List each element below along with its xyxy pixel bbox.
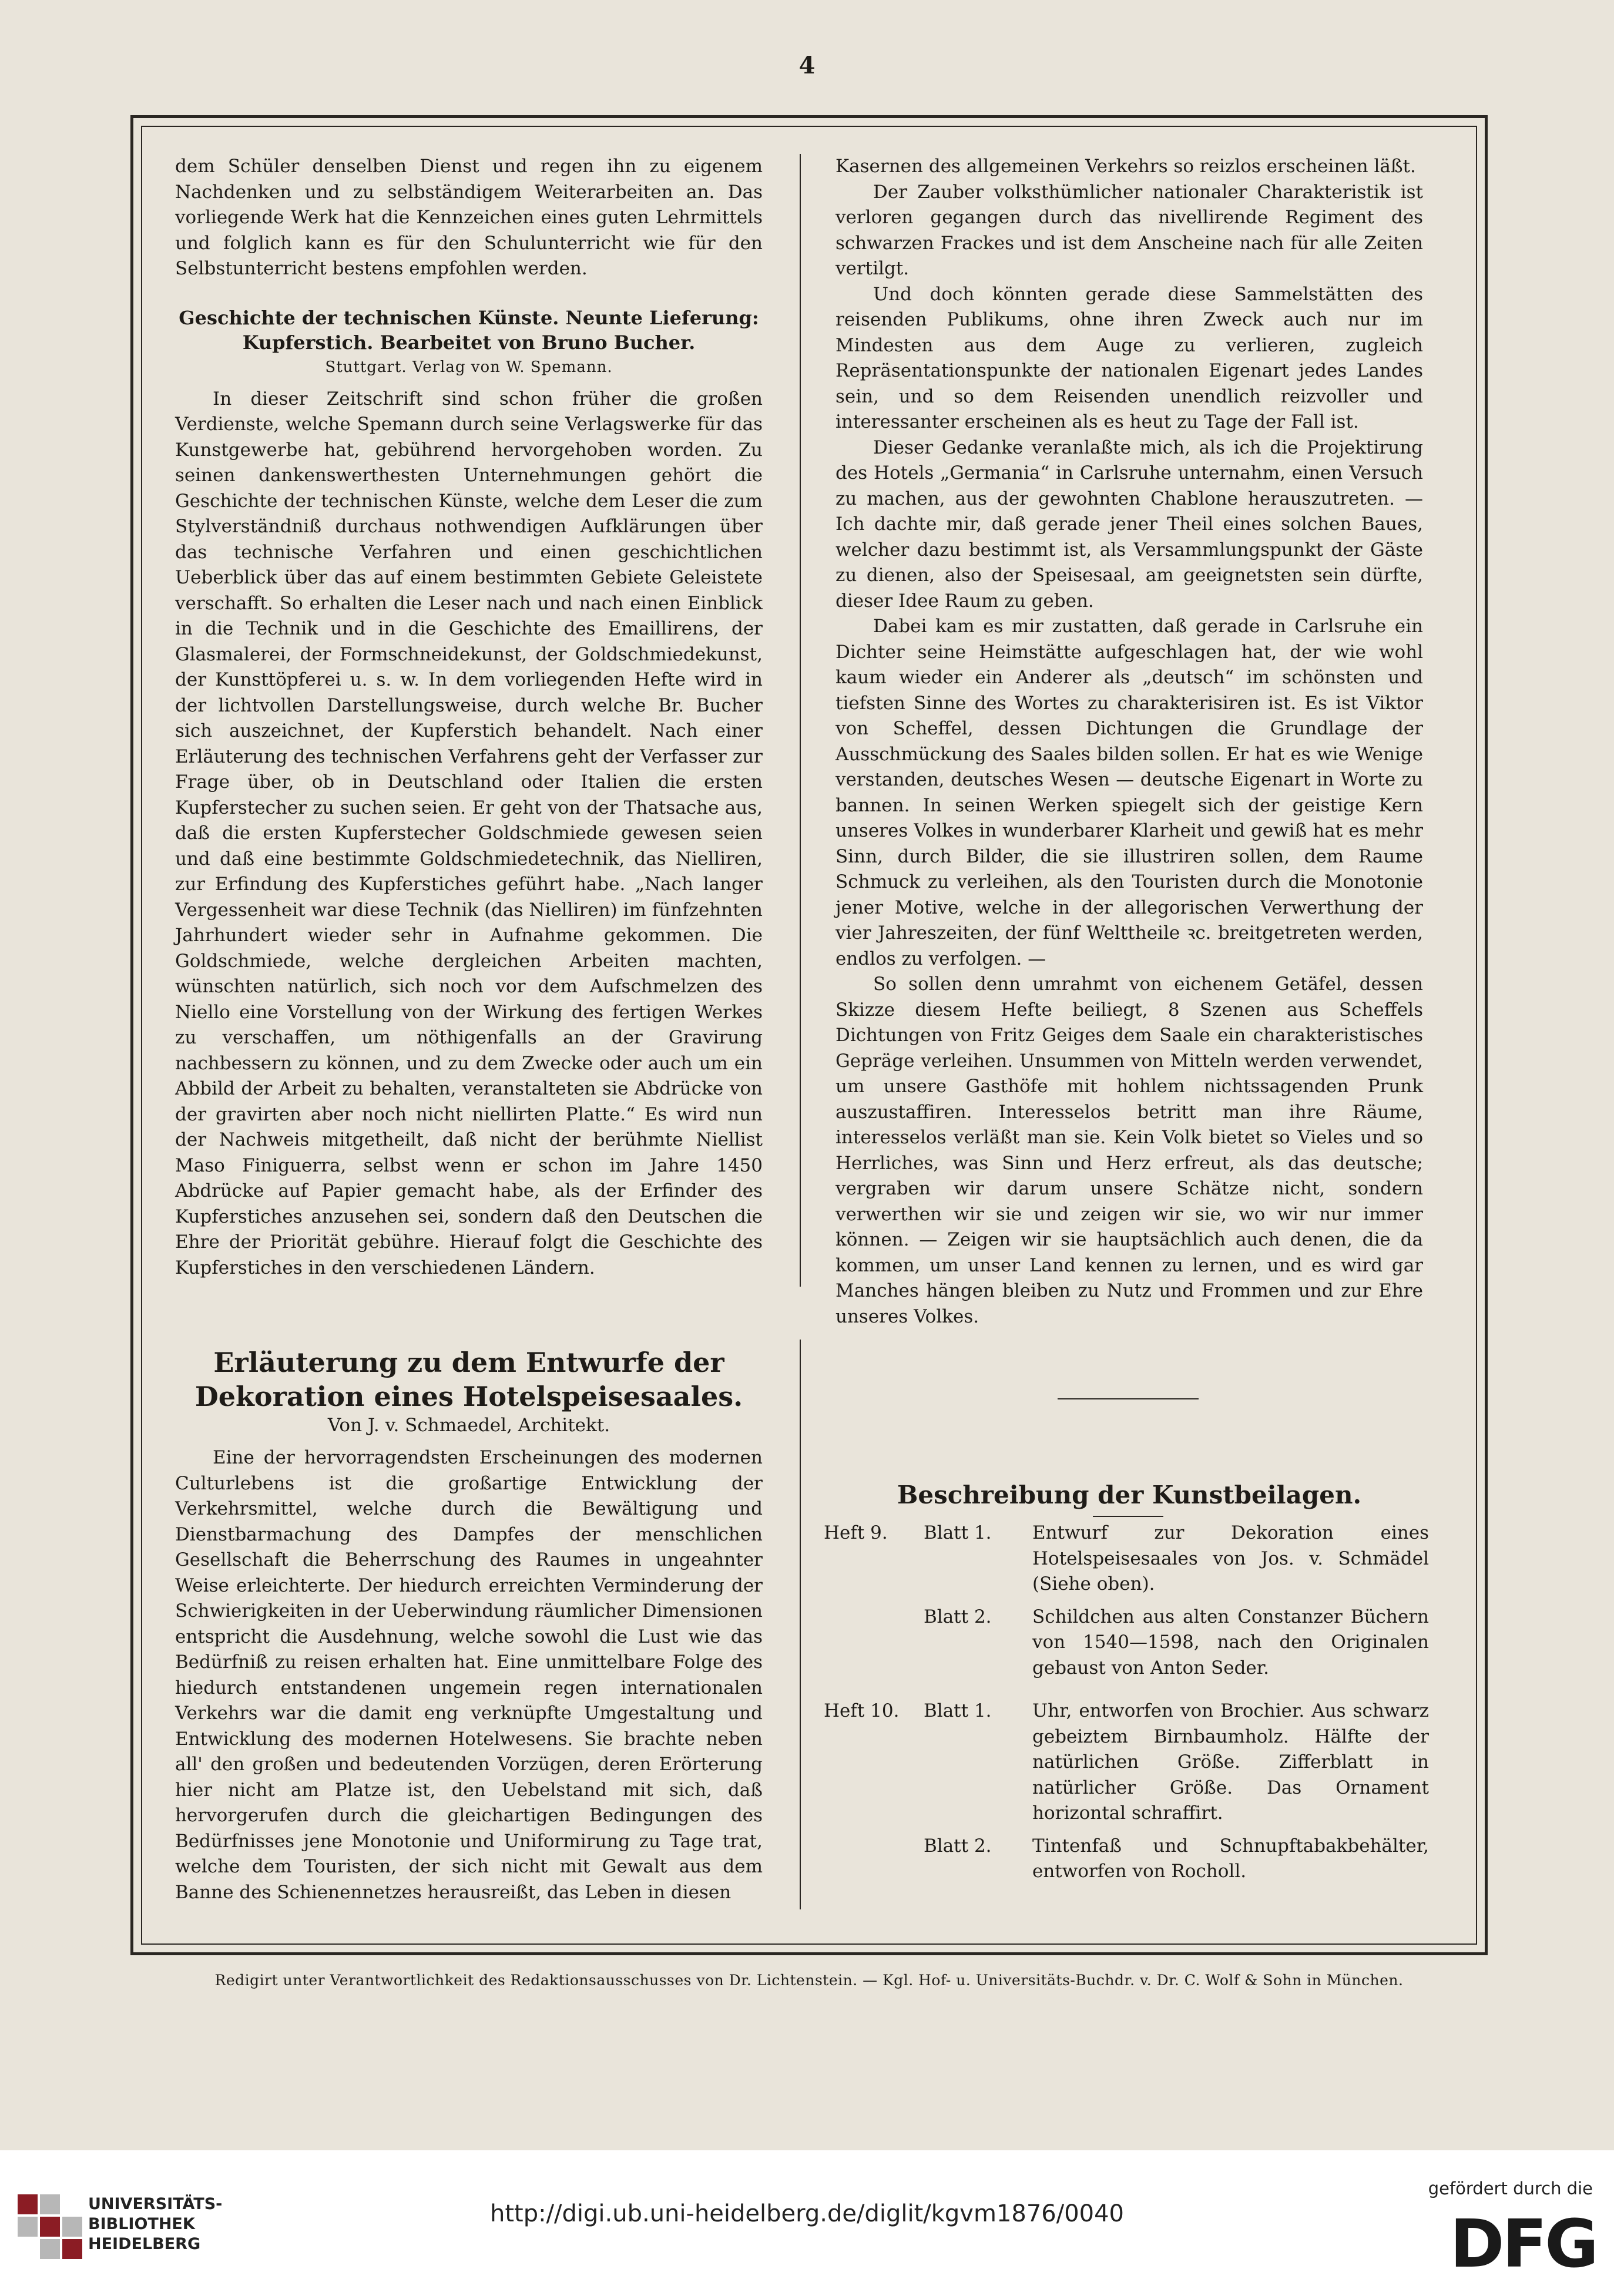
funded-by-label: gefördert durch die [1428, 2178, 1593, 2198]
supplements-title: Beschreibung der Kunstbeilagen. [897, 1481, 1362, 1509]
permalink-url[interactable]: http://digi.ub.uni-heidelberg.de/diglit/kgvm1876/0040 [489, 2200, 1125, 2227]
supplement-description: Tintenfaß und Schnupftabakbehälter, entworfen von Rocholl. [1032, 1835, 1429, 1882]
supplement-description: Uhr, entworfen von Brochier. Aus schwarz gebeiztem Birnbaumholz. Hälfte der natürlichen Größe. Zifferblatt in natürlicher Größe. Das Ornament horizontal schraffirt. [1032, 1700, 1429, 1824]
supplement-blatt: Blatt 2. [924, 1835, 992, 1857]
supplement-row [824, 1604, 1429, 1681]
intro-paragraph: dem Schüler denselben Dienst und regen ihn zu eigenem Nachdenken und zu selbständigem Weiterarbeiten an. Das vorliegende Werk hat die Kennzeichen eines guten Lehrmittels und folglich kann es für den Schulunterricht wie für den Selbstunterricht bestens empfohlen werden. [175, 156, 763, 279]
library-name-line: UNIVERSITÄTS- [88, 2195, 223, 2213]
supplements-title-rule [1093, 1516, 1163, 1517]
essay-continuation: Kasernen des allgemeinen Verkehrs so reizlos erscheinen läßt. [835, 156, 1416, 177]
supplement-blatt: Blatt 1. [924, 1522, 992, 1543]
essay-body-container [175, 1445, 763, 1905]
printer-imprint: Redigirt unter Verantwortlichkeit des Redaktionsausschusses von Dr. Lichtenstein. — Kgl. Hof- u. Universitäts-Buchdr. v. Dr. C. Wolf & Sohn in München. [214, 1972, 1404, 1989]
supplement-row [824, 1698, 1429, 1827]
essay-paragraph: Und doch könnten gerade diese Sammelstätten des reisenden Publikums, ohne ihren Zweck auch nur im Mindesten aus dem Auge zu verlieren, zugleich Repräsentationspunkte der nationalen Eigenart jedes Landes sein, und so dem Reisenden unendlich reizvoller und interessanter erscheinen als es heut zu Tage der Fall ist. [835, 283, 1423, 432]
supplement-description: Entwurf zur Dekoration eines Hotelspeisesaales von Jos. v. Schmädel (Siehe oben). [1032, 1522, 1429, 1595]
essay-paragraph: Dabei kam es mir zustatten, daß gerade in Carlsruhe ein Dichter seine Heimstätte aufgeschlagen hat, der wie wohl kaum wieder ein Anderer als „deutsch“ im schönsten und tiefsten Sinne des Wortes zu charakterisiren ist. Es ist Viktor von Scheffel, dessen Dichtungen die Grundlage der Ausschmückung des Saales bilden sollen. Er hat es wie Wenige verstanden, deutsches Wesen — deutsche Eigenart in Worte zu bannen. In seinen Werken spiegelt sich der geistige Kern unseres Volkes in wunderbarer Klarheit und gewiß hat es mehr Sinn, durch Bilder, die sie illustriren sollen, dem Raume Schmuck zu verleihen, als den Touristen durch die Monotonie jener Motive, welche in der allegorischen Verwerthung der vier Jahreszeiten, der fünf Welttheile ꝛc. breitgetreten werden, endlos zu verfolgen. — [835, 616, 1423, 969]
review-body: In dieser Zeitschrift sind schon früher die großen Verdienste, welche Spemann durch seine Verlagswerke für das Kunstgewerbe hat, gebührend hervorgehoben worden. Zu seinen dankenswerthesten Unternehmungen gehört die Geschichte der technischen Künste, welche dem Leser die zum Stylverständniß durchaus nothwendigen Aufklärungen über das technische Verfahren und einen geschichtlichen Ueberblick über das auf einem bestimmten Gebiete Geleistete verschafft. So erhalten die Leser nach und nach einen Einblick in die Technik und in die Geschichte des Emaillirens, der Glasmalerei, der Formschneidekunst, der Goldschmiedekunst, der Kunsttöpferei u. s. w. In dem vorliegenden Hefte wird in der lichtvollen Darstellungsweise, durch welche Br. Bucher sich auszeichnet, der Kupferstich behandelt. Nach einer Erläuterung des technischen Verfahrens geht der Verfasser zur Frage über, ob in Deutschland oder Italien die ersten Kupferstecher zu suchen seien. Er geht von der Thatsache aus, daß die ersten Kupferstecher Goldschmiede gewesen seien und daß eine bestimmte Goldschmiedetechnik, das Nielliren, zur Erfindung des Kupferstiches geführt habe. „Nach langer Vergessenheit war diese Technik (das Nielliren) im fünfzehnten Jahrhundert wieder sehr in Aufnahme gekommen. Die Goldschmiede, welche dergleichen Arbeiten machten, wünschten natürlich, sich noch vor dem Aufschmelzen des Niello eine Vorstellung von der Wirkung des fertigen Werkes zu verschaffen, um nöthigenfalls an der Gravirung nachbessern zu können, und zu dem Zwecke oder auch um ein Abbild der Arbeit zu behalten, veranstalteten sie Abdrücke von der gravirten aber noch nicht niellirten Platte.“ Es wird nun der Nachweis mitgetheilt, daß nicht der berühmte Niellist Maso Finiguerra, selbst wenn er schon im Jahre 1450 Abdrücke auf Papier gemacht habe, als der Erfinder des Kupferstiches anzusehen sei, sondern daß den Deutschen die Ehre der Priorität gebühre. Hierauf folgt die Geschichte des Kupferstiches in den verschiedenen Ländern. [175, 388, 763, 1278]
left-column [175, 154, 763, 1281]
supplement-row [824, 1834, 1429, 1885]
right-column [835, 154, 1423, 1330]
essay-paragraph: So sollen denn umrahmt von eichenem Getäfel, dessen Skizze diesem Hefte beiliegt, 8 Szenen aus Scheffels Dichtungen von Fritz Geiges dem Saale ein charakteristisches Gepräge verleihen. Unsummen von Mitteln werden verwendet, um unsere Gasthöfe mit hohlem nichtssagenden Prunk auszustaffiren. Interesselos betritt man ihre Räume, interesselos verläßt man sie. Kein Volk bietet so Vieles und so Herrliches, was Sinn und Herz erfreut, als das deutsche; vergraben wir darum unsere Schätze nicht, sondern verwerthen wir sie und zeigen wir sie, wo wir nur immer können. — Zeigen wir sie hauptsächlich auch denen, die da kommen, um unser Land kennen zu lernen, und es wird gar Manches hängen bleiben zu Nutz und Frommen und zur Ehre unseres Volkes. [835, 974, 1423, 1327]
essay-paragraph: Der Zauber volksthümlicher nationaler Charakteristik ist verloren gegangen durch das nivellirende Regiment des schwarzen Frackes und ist dem Anscheine nach für alle Zeiten vertilgt. [835, 181, 1423, 279]
essay-author: Von J. v. Schmaedel, Architekt. [327, 1415, 610, 1436]
supplement-heft: Heft 9. [824, 1522, 888, 1543]
essay-title: Erläuterung zu dem Entwurfe der Dekoration eines Hotelspeisesaales. [194, 1347, 743, 1412]
library-name-line: HEIDELBERG [88, 2235, 201, 2253]
section-rule [1058, 1398, 1199, 1399]
supplements-list [824, 1520, 1429, 1885]
dfg-logo: DFG [1449, 2206, 1596, 2282]
review-title: Geschichte der technischen Künste. Neunte Lieferung: Kupferstich. Bearbeitet von Bruno Bucher. [179, 306, 759, 354]
supplement-heft: Heft 10. [824, 1700, 900, 1721]
review-imprint: Stuttgart. Verlag von W. Spemann. [325, 358, 613, 376]
library-name-line: BIBLIOTHEK [88, 2215, 195, 2233]
essay-paragraph: Dieser Gedanke veranlaßte mich, als ich die Projektirung des Hotels „Germania“ in Carlsruhe unternahm, einen Versuch zu machen, aus der gewohnten Chablone herauszutreten. — Ich dachte mir, daß gerade jener Theil eines solchen Baues, welcher dazu bestimmt ist, als Versammlungspunkt der Gäste zu dienen, also der Speisesaal, am geeignetsten sein dürfte, dieser Idee Raum zu geben. [835, 437, 1423, 612]
column-divider-top [800, 154, 801, 1287]
page-number: 4 [798, 52, 816, 79]
supplement-row [824, 1520, 1429, 1597]
supplement-blatt: Blatt 2. [924, 1606, 992, 1627]
supplement-description: Schildchen aus alten Constanzer Büchern von 1540—1598, nach den Originalen gebaust von Anton Seder. [1032, 1606, 1429, 1679]
column-divider-bottom [800, 1340, 801, 1909]
essay-body: Eine der hervorragendsten Erscheinungen des modernen Culturlebens ist die großartige Entwicklung der Verkehrsmittel, welche durch die Bewältigung und Dienstbarmachung des Dampfes der menschlichen Gesellschaft die Beherrschung des Raumes in ungeahnter Weise erleichterte. Der hiedurch erreichten Verminderung der Schwierigkeiten in der Ueberwindung räumlicher Dimensionen entspricht die Ausdehnung, welche sowohl die Lust wie das Bedürfniß zu reisen erhalten hat. Eine unmittelbare Folge des hiedurch entstandenen ungemein regen internationalen Verkehrs war die damit eng verknüpfte Umgestaltung und Entwicklung des modernen Hotelwesens. Sie brachte neben all' den großen und bedeutenden Vorzügen, deren Erörterung hier nicht am Platze ist, den Uebelstand mit sich, daß hervorgerufen durch die gleichartigen Bedingungen des Bedürfnisses jene Monotonie und Uniformirung zu Tage trat, welche dem Touristen, der sich nicht mit Gewalt aus dem Banne des Schienennetzes herausreißt, das Leben in diesen [175, 1447, 763, 1903]
supplement-blatt: Blatt 1. [924, 1700, 992, 1721]
